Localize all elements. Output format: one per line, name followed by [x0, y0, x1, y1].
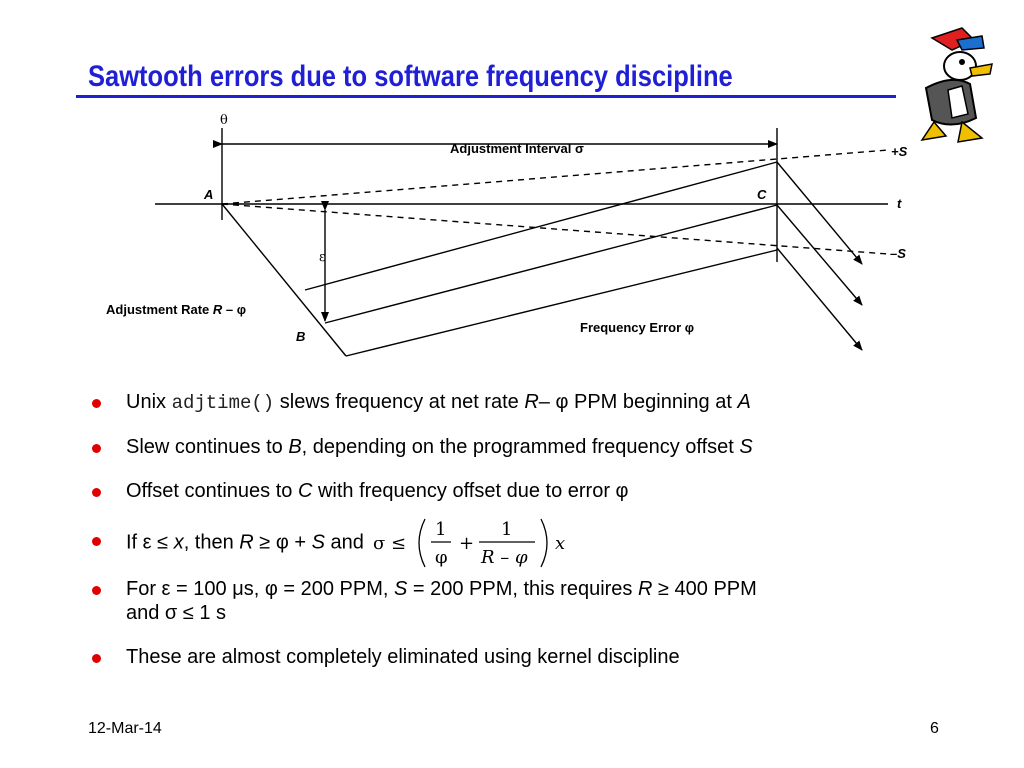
- label-b: B: [296, 329, 306, 344]
- slide-title: Sawtooth errors due to software frequency discipline: [88, 60, 733, 93]
- svg-text:x: x: [555, 533, 566, 554]
- bullet-dot: [92, 399, 101, 408]
- bullet-dot: [92, 444, 101, 453]
- bullet-1: Unix adjtime() slews frequency at net rate R– φ PPM beginning at A: [88, 390, 968, 415]
- label-frequency-error: Frequency Error φ: [580, 320, 695, 335]
- label-theta: θ: [220, 113, 228, 128]
- bullet-dot: [92, 537, 101, 546]
- bullet-6: These are almost completely eliminated using kernel discipline: [88, 645, 968, 669]
- minus-s-dashed: [222, 204, 888, 254]
- bullet-5: For ε = 100 μs, φ = 200 PPM, S = 200 PPM, this requires R ≥ 400 PPM and σ ≤ 1 s: [88, 577, 968, 625]
- slew-line-ab: [222, 204, 346, 356]
- code-adjtime: adjtime(): [171, 392, 275, 414]
- bullet-2: Slew continues to B, depending on the programmed frequency offset S: [88, 435, 968, 459]
- bullet-dot: [92, 586, 101, 595]
- slew-after-3: [777, 248, 862, 350]
- svg-text:R – φ: R – φ: [481, 547, 529, 568]
- label-t: t: [897, 196, 902, 211]
- bullet-dot: [92, 488, 101, 497]
- freq-line-3: [305, 162, 777, 290]
- label-plus-s: +S: [891, 144, 908, 159]
- plus-s-dashed: [222, 150, 888, 204]
- label-a: A: [204, 187, 214, 202]
- label-epsilon: ε: [319, 250, 326, 265]
- label-adjustment-interval: Adjustment Interval σ: [450, 141, 584, 156]
- label-c: C: [757, 187, 767, 202]
- label-minus-s: –S: [890, 246, 906, 261]
- freq-line-1: [346, 250, 777, 356]
- page-number: 6: [930, 720, 939, 737]
- svg-text:1: 1: [435, 519, 447, 540]
- slew-after-2: [777, 205, 862, 305]
- footer-date: 12-Mar-14: [88, 720, 162, 737]
- bullet-3: Offset continues to C with frequency offset due to error φ: [88, 479, 968, 503]
- sigma-formula: [369, 515, 579, 571]
- sawtooth-diagram: [0, 0, 1024, 380]
- svg-text:1: 1: [501, 519, 513, 540]
- bullet-4: If ε ≤ x, then R ≥ φ + S and σ ≤ 1 φ + 1 R – φ x: [88, 515, 968, 571]
- svg-text:+: +: [459, 533, 475, 554]
- svg-text:φ: φ: [435, 547, 449, 568]
- svg-text:σ ≤: σ ≤: [373, 533, 407, 554]
- bullet-list: [88, 390, 968, 689]
- bullet-dot: [92, 654, 101, 663]
- label-adjustment-rate: Adjustment Rate R – φ: [106, 302, 247, 317]
